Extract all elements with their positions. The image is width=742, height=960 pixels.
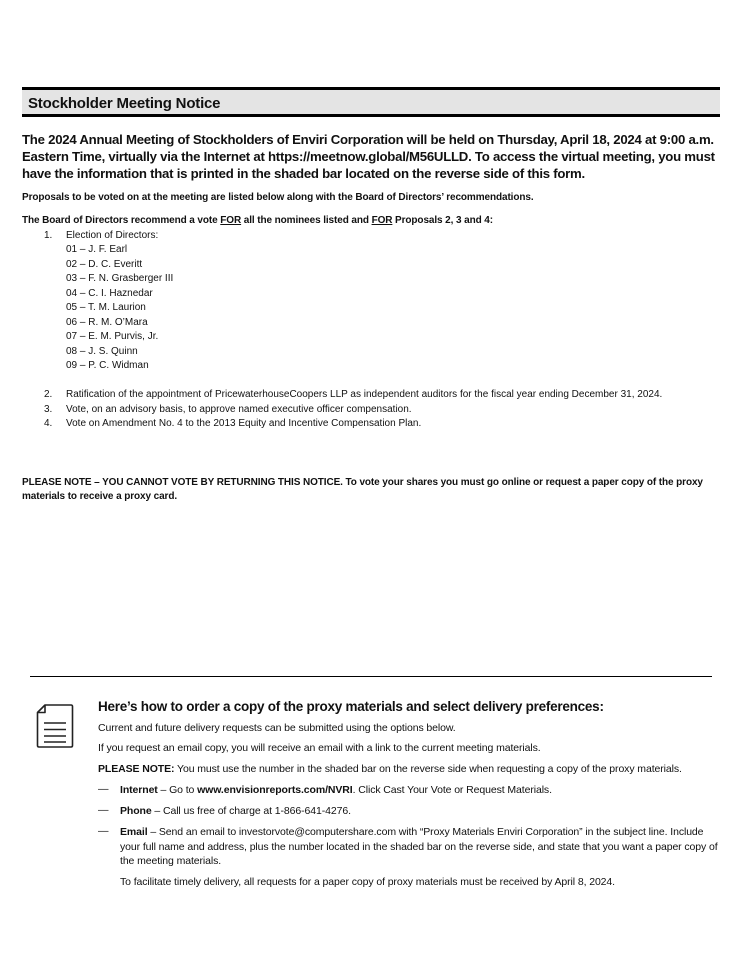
proposal-number: 4. bbox=[44, 418, 53, 429]
board-recommendation bbox=[22, 215, 493, 226]
document-icon bbox=[36, 703, 74, 749]
nominee-item: 08 – J. S. Quinn bbox=[66, 345, 138, 357]
recommendation-for-1: FOR bbox=[220, 215, 242, 226]
proposal-text: Vote, on an advisory basis, to approve named executive officer compensation. bbox=[66, 404, 412, 415]
email-label: Email bbox=[120, 826, 148, 838]
phone-option bbox=[120, 804, 720, 819]
proposal-text: Election of Directors: bbox=[66, 230, 159, 241]
section-header-bar bbox=[22, 87, 720, 117]
proposal-number: 3. bbox=[44, 404, 53, 415]
bullet-dash: — bbox=[98, 825, 109, 837]
email-option bbox=[120, 825, 720, 869]
nominee-item: 06 – R. M. O’Mara bbox=[66, 316, 148, 328]
internet-link[interactable]: www.envisionreports.com/NVRI bbox=[197, 784, 353, 796]
phone-text: – Call us free of charge at 1-866-641-4276. bbox=[151, 805, 351, 817]
recommendation-pre: The Board of Directors recommend a vote bbox=[22, 215, 221, 226]
proposal-number: 2. bbox=[44, 389, 53, 400]
section-divider bbox=[30, 676, 712, 677]
recommendation-post: Proposals 2, 3 and 4: bbox=[392, 215, 493, 226]
nominee-item: 07 – E. M. Purvis, Jr. bbox=[66, 331, 159, 342]
nominee-item: 05 – T. M. Laurion bbox=[66, 302, 146, 313]
nominee-item: 03 – F. N. Grasberger III bbox=[66, 273, 174, 284]
proposal-text: Ratification of the appointment of PricewaterhouseCoopers LLP as independent auditors for the fiscal year ending December 31, 2024. bbox=[66, 389, 663, 400]
internet-pre: – Go to bbox=[157, 784, 198, 796]
nominee-item: 01 – J. F. Earl bbox=[66, 244, 128, 255]
internet-option bbox=[120, 783, 720, 798]
order-heading: Here’s how to order a copy of the proxy materials and select delivery preferences: bbox=[98, 699, 604, 714]
nominee-item: 09 – P. C. Widman bbox=[66, 360, 149, 371]
proposals-intro: Proposals to be voted on at the meeting are listed below along with the Board of Directors’ recommendations. bbox=[22, 192, 534, 203]
order-line-2: If you request an email copy, you will receive an email with a link to the current meeting materials. bbox=[98, 742, 541, 754]
nominee-item: 02 – D. C. Everitt bbox=[66, 258, 143, 270]
email-text: – Send an email to investorvote@computershare.com with “Proxy Materials Enviri Corporation” in the subject line. Include your full name and address, plus the number located in the shaded bar on the reverse side, and state that you want a paper copy of the meeting materials. bbox=[120, 826, 718, 867]
nominee-item: 04 – C. I. Haznedar bbox=[66, 287, 153, 299]
deadline-note: To facilitate timely delivery, all requests for a paper copy of proxy materials must be received by April 8, 2024. bbox=[120, 876, 615, 888]
page-title: Stockholder Meeting Notice bbox=[28, 95, 221, 112]
bullet-dash: — bbox=[98, 804, 109, 816]
meeting-intro: The 2024 Annual Meeting of Stockholders of Enviri Corporation will be held on Thursday, April 18, 2024 at 9:00 a.m. Eastern Time, virtually via the Internet at https://meetnow.global/M56ULLD. To access the virtual meeting, you must have the information that is printed in the shaded bar located on the reverse side of this form. bbox=[22, 132, 715, 181]
phone-label: Phone bbox=[120, 805, 152, 817]
proposal-text: Vote on Amendment No. 4 to the 2013 Equity and Incentive Compensation Plan. bbox=[66, 418, 422, 429]
recommendation-mid: all the nominees listed and bbox=[241, 215, 372, 226]
please-note-line bbox=[98, 763, 682, 775]
internet-post: . Click Cast Your Vote or Request Materials. bbox=[352, 784, 552, 796]
please-note-label: PLEASE NOTE: bbox=[98, 763, 175, 775]
recommendation-for-2: FOR bbox=[371, 215, 393, 226]
voting-note: PLEASE NOTE – YOU CANNOT VOTE BY RETURNING THIS NOTICE. To vote your shares you must go online or request a paper copy of the proxy materials to receive a proxy card. bbox=[22, 477, 703, 502]
order-line-1: Current and future delivery requests can be submitted using the options below. bbox=[98, 722, 456, 734]
bullet-dash: — bbox=[98, 783, 109, 795]
proposal-number: 1. bbox=[44, 230, 53, 241]
internet-label: Internet bbox=[120, 784, 158, 796]
please-note-text: You must use the number in the shaded bar on the reverse side when requesting a copy of the proxy materials. bbox=[174, 763, 682, 775]
